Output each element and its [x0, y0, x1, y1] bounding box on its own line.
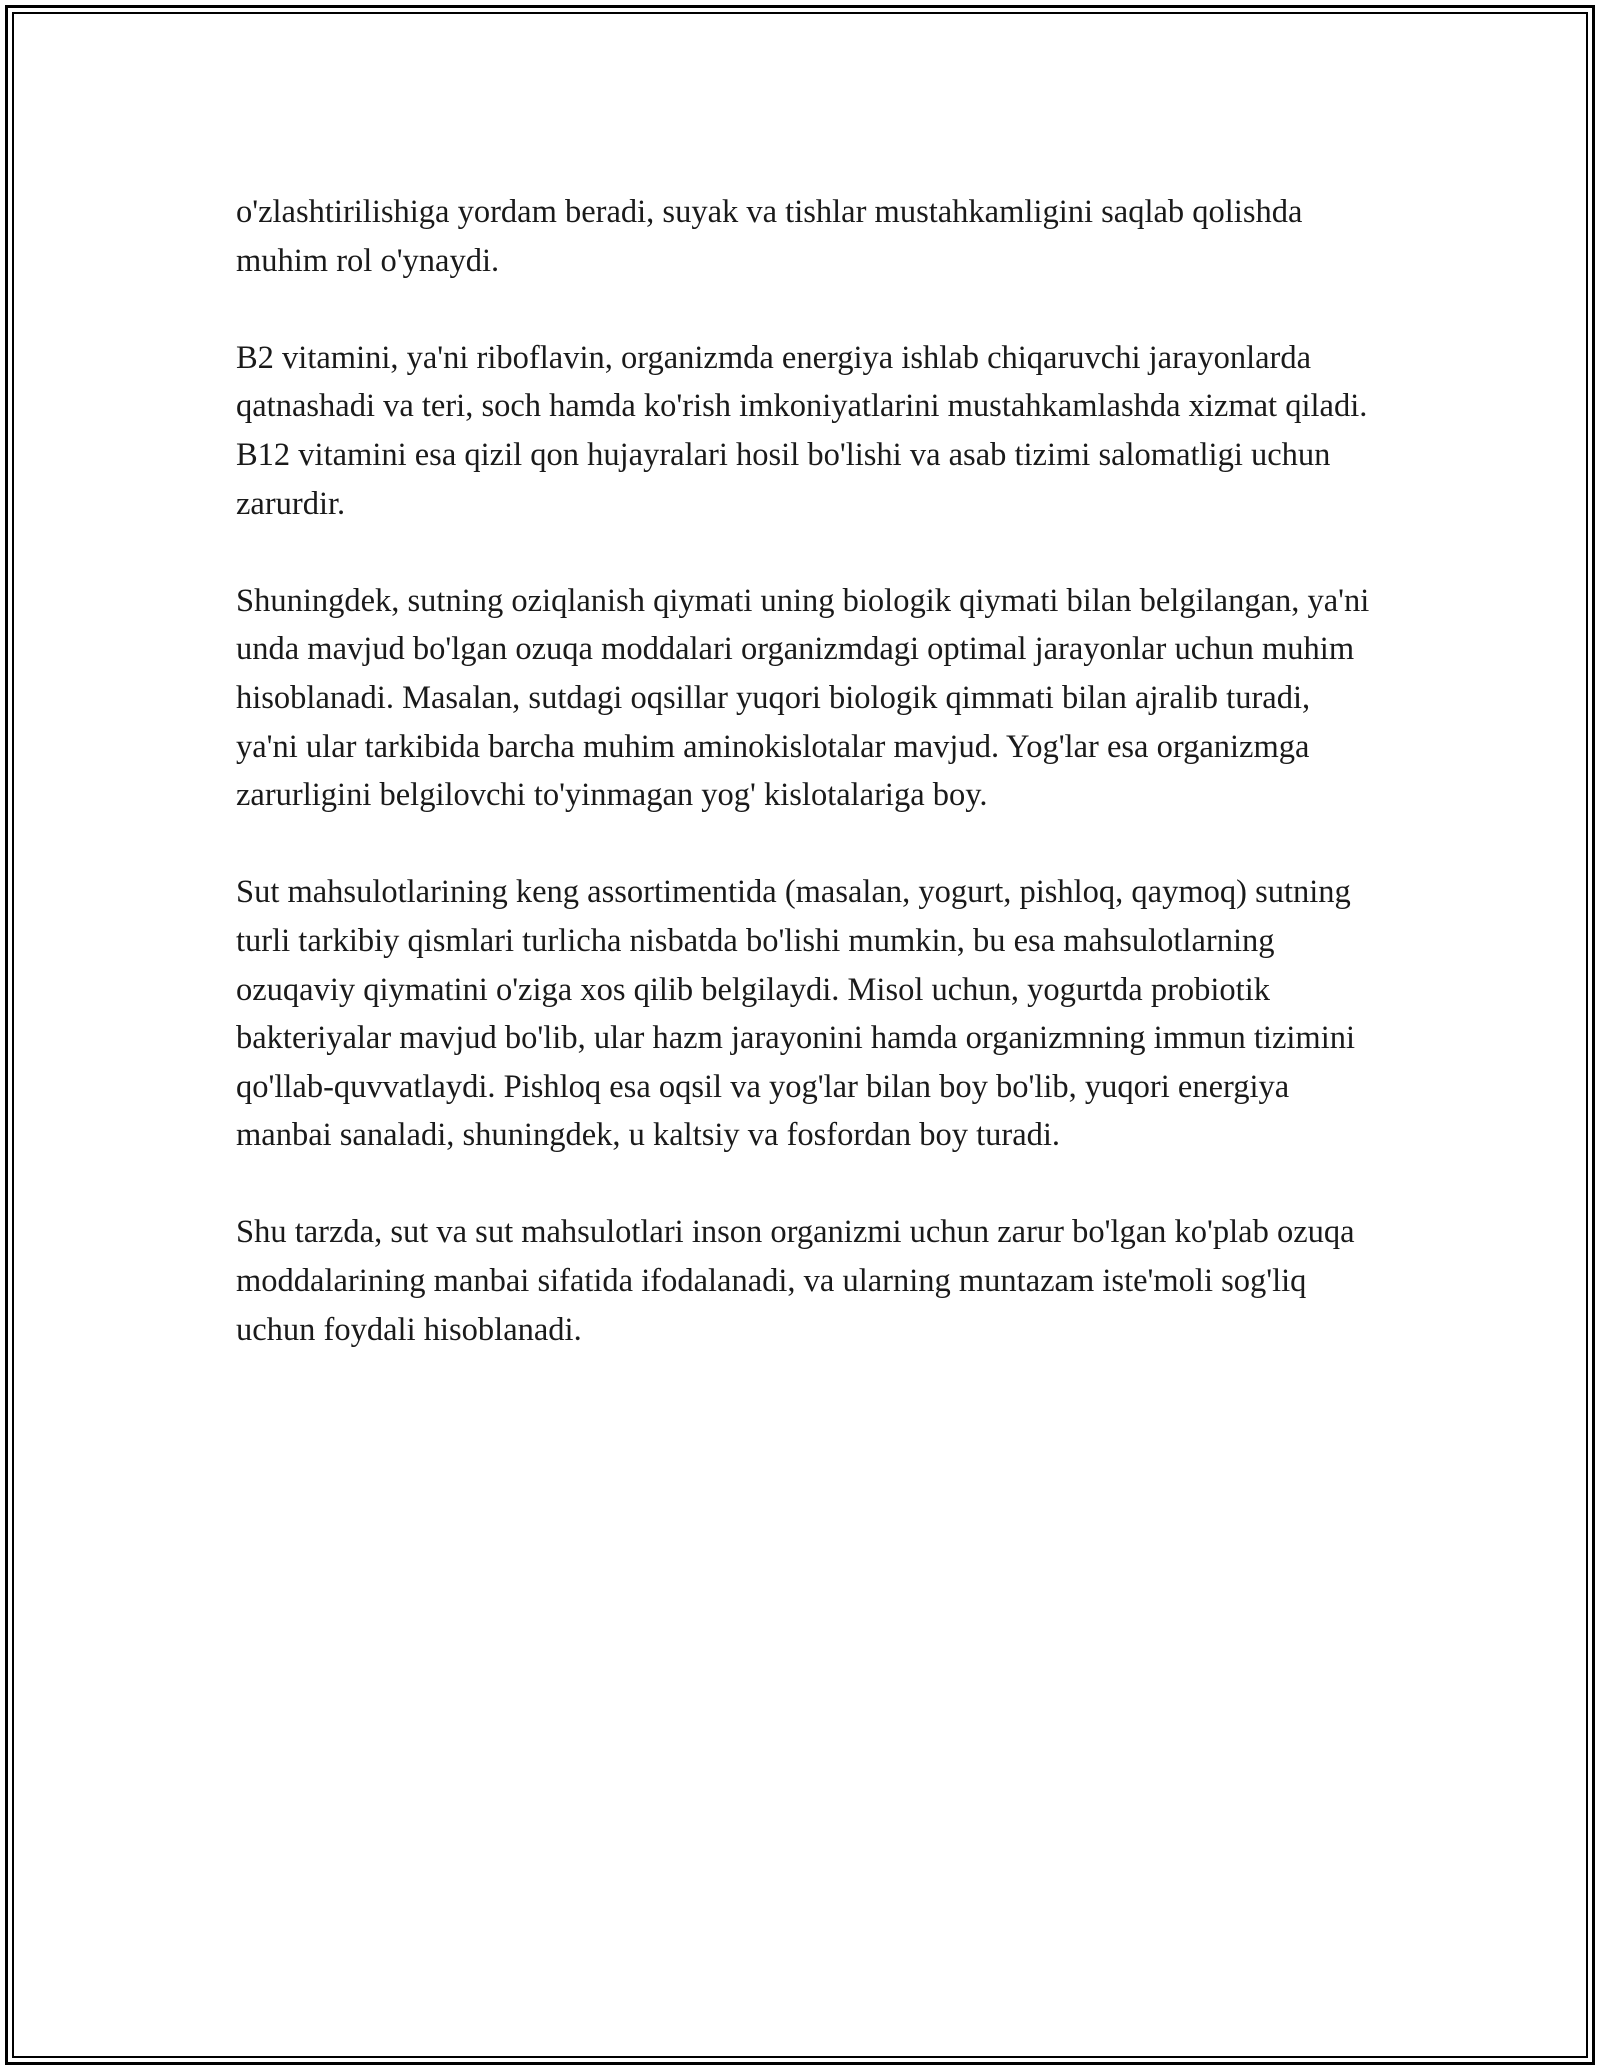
paragraph-3: Shuningdek, sutning oziqlanish qiymati uning biologik qiymati bilan belgilangan, ya'ni unda mavjud bo'lgan ozuqa moddalari organizmdagi optimal jarayonlar uchun muhim hisoblanadi. Masalan, sutdagi oqsillar yuqori biologik qimmati bilan ajralib turadi, ya'ni ular tarkibida barcha muhim aminokislotalar mavjud. Yog'lar esa organizmga zarurligini belgilovchi to'yinmagan yog' kislotalariga boy. [236, 582, 1370, 814]
paragraph-5: Shu tarzda, sut va sut mahsulotlari inson organizmi uchun zarur bo'lgan ko'plab ozuqa moddalarining manbai sifatida ifodalanadi, va ularning muntazam iste'moli sog'liq uchun foydali hisoblanadi. [236, 1214, 1355, 1348]
paragraph-1: o'zlashtirilishiga yordam beradi, suyak va tishlar mustahkamligini saqlab qolishda muhim rol o'ynaydi. [236, 194, 1303, 279]
document-body [236, 188, 1376, 1403]
paragraph-4: Sut mahsulotlarining keng assortimentida (masalan, yogurt, pishloq, qaymoq) sutning turli tarkibiy qismlari turlicha nisbatda bo'lishi mumkin, bu esa mahsulotlarning ozuqaviy qiymatini o'ziga xos qilib belgilaydi. Misol uchun, yogurtda probiotik bakteriyalar mavjud bo'lib, ular hazm jarayonini hamda organizmning immun tizimini qo'llab-quvvatlaydi. Pishloq esa oqsil va yog'lar bilan boy bo'lib, yuqori energiya manbai sanaladi, shuningdek, u kaltsiy va fosfordan boy turadi. [236, 874, 1355, 1154]
paragraph-2: B2 vitamini, ya'ni riboflavin, organizmda energiya ishlab chiqaruvchi jarayonlarda qatnashadi va teri, soch hamda ko'rish imkoniyatlarini mustahkamlashda xizmat qiladi. B12 vitamini esa qizil qon hujayralari hosil bo'lishi va asab tizimi salomatligi uchun zarurdir. [236, 339, 1368, 522]
